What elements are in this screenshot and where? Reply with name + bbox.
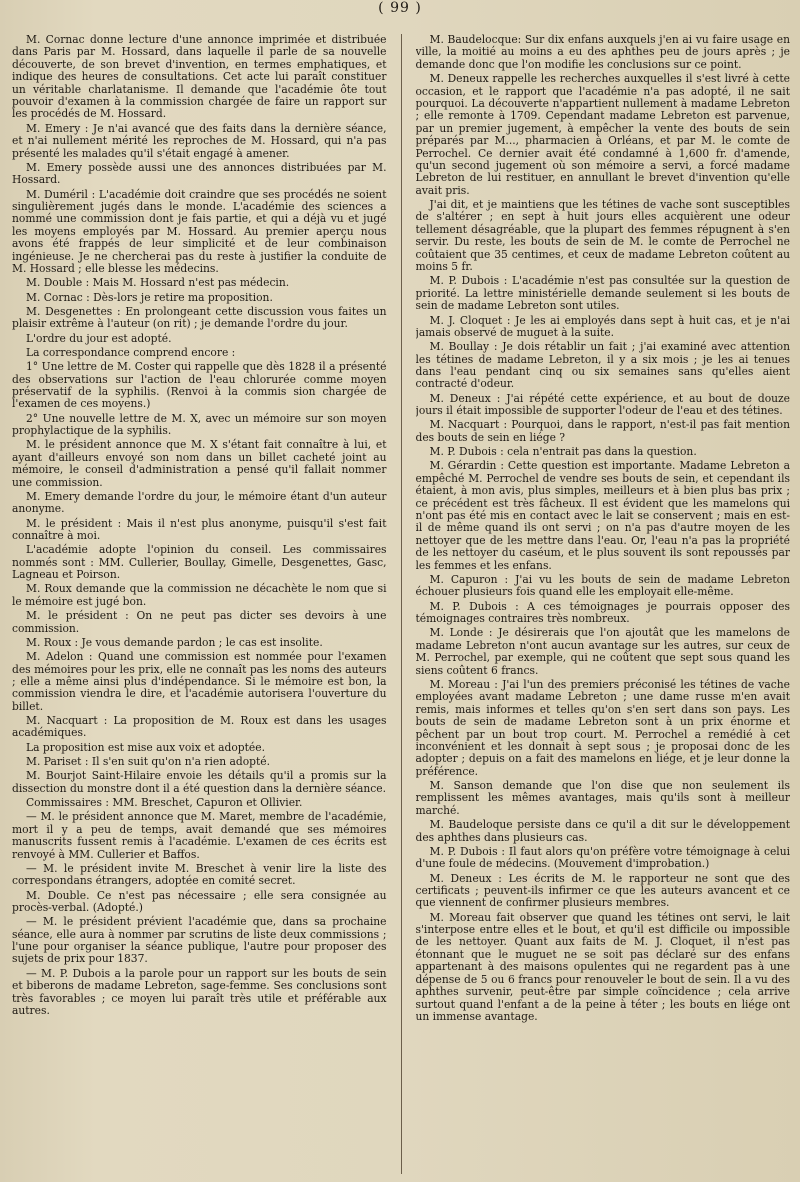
paragraph: M. P. Dubois : cela n'entrait pas dans la question.	[429, 445, 697, 459]
paragraph: M. Bourjot Saint-Hilaire envoie les détails qu'il a promis sur la dissection du monstre dont il a été question dans la dernière séance.	[12, 769, 387, 795]
paragraph: La correspondance comprend encore :	[26, 345, 236, 359]
paragraph: M. le président : Mais il n'est plus anonyme, puisqu'il s'est fait connaître à moi.	[12, 516, 387, 543]
right-column	[416, 34, 791, 1174]
paragraph: M. Nacquart : La proposition de M. Roux est dans les usages académiques.	[12, 714, 387, 740]
paragraph: — M. P. Dubois a la parole pour un rapport sur les bouts de sein et biberons de madame Lebreton, sage-femme. Ses conclusions sont très favorables ; ce moyen lui paraît très utile et préférable aux autres.	[12, 966, 387, 1017]
paragraph: — M. le président annonce que M. Maret, membre de l'académie, mort il y a peu de temps, avait demandé que ses mémoires manuscrits fussent remis à l'académie. L'examen de ces écrits est renvoyé à MM. Cullerier et Baffos.	[12, 810, 387, 861]
page-number: ( 99 )	[378, 0, 422, 16]
paragraph: M. Baudelocque: Sur dix enfans auxquels j'en ai vu faire usage en ville, la moitié au moins a eu des aphthes peu de jours après ; je demande donc que l'on modifie les conclusions sur ce point.	[415, 34, 790, 71]
paragraph: M. Roux : Je vous demande pardon ; le cas est insolite.	[26, 635, 323, 649]
paragraph: M. le président : On ne peut pas dicter ses devoirs à une commission.	[12, 609, 387, 635]
paragraph: M. Duméril : L'académie doit craindre que ses procédés ne soient singulièrement jugés dans le monde. L'académie des sciences a nommé une commission dont je fais partie, et qui a déjà vu et jugé les moyens employés par M. Hossard. Au premier aperçu nous avons été frappés de leur simplicité et de leur combinaison ingénieuse. Je ne chercherai pas du reste à justifier la conduite de M. Hossard ; elle blesse les médecins.	[12, 187, 387, 275]
paragraph: M. J. Cloquet : Je les ai employés dans sept à huit cas, et je n'ai jamais observé de muguet à la suite.	[415, 313, 790, 339]
paragraph: M. Double. Ce n'est pas nécessaire ; elle sera consignée au procès-verbal. (Adopté.)	[12, 888, 387, 914]
paragraph: M. Double : Mais M. Hossard n'est pas médecin.	[26, 276, 290, 290]
paragraph: M. P. Dubois : A ces témoignages je pourrais opposer des témoignages contraires très nombreux.	[415, 599, 790, 626]
paragraph: M. Baudeloque persiste dans ce qu'il a dit sur le développement des aphthes dans plusieurs cas.	[415, 818, 790, 844]
paragraph: M. Boullay : Je dois rétablir un fait ; j'ai examiné avec attention les tétines de madame Lebreton, il y a six mois ; je les ai tenues dans l'eau pendant cinq ou six semaines sans qu'elles aient contracté d'odeur.	[415, 340, 790, 391]
paragraph: M. Cornac donne lecture d'une annonce imprimée et distribuée dans Paris par M. Hossard, dans laquelle il parle de sa nouvelle découverte, de son brevet d'invention, en termes emphatiques, et indique des heures de consultations. Cet acte lui paraît constituer un véritable charlatanisme. Il demande que l'académie ôte tout pouvoir d'examen à la commission chargée de faire un rapport sur les procédés de M. Hossard.	[12, 34, 387, 121]
paragraph: M. P. Dubois : L'académie n'est pas consultée sur la question de priorité. La lettre ministérielle demande seulement si les bouts de sein de madame Lebreton sont utiles.	[415, 274, 790, 313]
paragraph: 2° Une nouvelle lettre de M. X, avec un mémoire sur son moyen prophylactique de la syphilis.	[12, 411, 387, 438]
paragraph: M. Deneux rappelle les recherches auxquelles il s'est livré à cette occasion, et le rapport que l'académie n'a pas adopté, il ne sait pourquoi. La découverte n'appartient nullement à madame Lebreton ; elle remonte à 1709. Cependant madame Lebreton est parvenue, par un premier jugement, à empêcher la vente des bouts de sein préparés par M..., pharmacien à Orléans, et par M. le comte de Perrochel. Ce dernier avait été condamné à 1,600 fr. d'amende, qu'un second jugement où son mémoire a servi, a forcé madame Lebreton de lui restituer, en annullant le brevet d'invention qu'elle avait pris.	[415, 72, 790, 197]
paragraph: M. Emery demande l'ordre du jour, le mémoire étant d'un auteur anonyme.	[12, 489, 387, 516]
paragraph: M. Londe : Je désirerais que l'on ajoutât que les mamelons de madame Lebreton n'ont aucun avantage sur les autres, sur ceux de M. Perrochel, par exemple, qui ne coûtent que sept sous quand les siens coûtent 6 francs.	[415, 626, 790, 677]
paragraph: M. Emery : Je n'ai avancé que des faits dans la dernière séance, et n'ai nullement mérité les reproches de M. Hossard, qui n'a pas présenté les malades qu'il s'était engagé à amener.	[12, 121, 387, 160]
text-columns	[12, 34, 790, 1174]
paragraph: M. Sanson demande que l'on dise que non seulement ils remplissent les mêmes avantages, mais qu'ils sont à meilleur marché.	[415, 779, 790, 817]
paragraph: M. Pariset : Il s'en suit qu'on n'a rien adopté.	[26, 755, 270, 769]
paragraph: M. Moreau : J'ai l'un des premiers préconisé les tétines de vache employées avant madame Lebreton ; une dame russe m'en avait remis, mais informes et telles qu'on s'en sert dans son pays. Les bouts de sein de madame Lebreton sont à un prix énorme et pêchent par un bout trop court. M. Perrochel a remédié à cet inconvénient et les donnait à sept sous ; je proposai donc de les adopter ; depuis on a fait des mamelons en liége, et je leur donne la préférence.	[415, 677, 790, 778]
paragraph: M. P. Dubois : Il faut alors qu'on préfère votre témoignage à celui d'une foule de médecins. (Mouvement d'improbation.)	[415, 844, 790, 871]
paragraph: M. Gérardin : Cette question est importante. Madame Lebreton a empêché M. Perrochel de vendre ses bouts de sein, et cependant ils étaient, à mon avis, plus simples, meilleurs et à bien plus bas prix ; ce précédent est très fâcheux. Il est évident que les mamelons qui n'ont pas été mis en contact avec le lait se conservent ; mais en est-il de même quand ils ont servi ; on n'a pas d'autre moyen de les nettoyer que de les mettre dans l'eau. Or, l'eau n'a pas la propriété de les nettoyer du caséum, et le plus souvent ils sont repoussés par les femmes et les enfans.	[415, 459, 790, 572]
paragraph: M. Capuron : J'ai vu les bouts de sein de madame Lebreton échouer plusieurs fois quand elle les employait elle-même.	[415, 572, 790, 599]
paragraph: M. le président annonce que M. X s'étant fait connaître à lui, et ayant d'ailleurs envoyé son nom dans un billet cacheté joint au mémoire, le conseil d'administration a pensé qu'il fallait nommer une commission.	[12, 438, 387, 489]
paragraph: M. Desgenettes : En prolongeant cette discussion vous faites un plaisir extrême à l'auteur (on rit) ; je demande l'ordre du jour.	[12, 304, 387, 331]
paragraph: M. Deneux : Les écrits de M. le rapporteur ne sont que des certificats ; peuvent-ils infirmer ce que les auteurs avancent et ce que viennent de confirmer plusieurs membres.	[415, 871, 790, 910]
paragraph: 1° Une lettre de M. Coster qui rappelle que dès 1828 il a présenté des observations sur l'action de l'eau chlorurée comme moyen préservatif de la syphilis. (Renvoi à la commis sion chargée de l'examen de ces moyens.)	[12, 360, 387, 411]
paragraph: L'ordre du jour est adopté.	[26, 331, 172, 345]
paragraph: Commissaires : MM. Breschet, Capuron et Ollivier.	[26, 796, 303, 810]
paragraph: — M. le président invite M. Breschet à venir lire la liste des correspondans étrangers, adoptée en comité secret.	[12, 861, 387, 888]
paragraph: M. Cornac : Dès-lors je retire ma proposition.	[26, 290, 273, 304]
paragraph: L'académie adopte l'opinion du conseil. Les commissaires nommés sont : MM. Cullerier, Boullay, Gimelle, Desgenettes, Gasc, Lagneau et Poirson.	[12, 543, 387, 582]
left-column	[12, 34, 387, 1174]
paragraph: La proposition est mise aux voix et adoptée.	[26, 740, 265, 754]
paragraph: M. Deneux : J'ai répété cette expérience, et au bout de douze jours il était impossible de supporter l'odeur de l'eau et des tétines.	[415, 391, 790, 418]
paragraph: M. Adelon : Quand une commission est nommée pour l'examen des mémoires pour les prix, elle ne connaît pas les noms des auteurs ; elle a même ainsi plus d'indépendance. Si le mémoire est bon, la commission viendra le dire, et l'académie autorisera l'ouverture du billet.	[12, 650, 387, 713]
paragraph: M. Emery possède aussi une des annonces distribuées par M. Hossard.	[12, 160, 387, 187]
column-divider	[401, 34, 402, 1174]
paragraph: M. Nacquart : Pourquoi, dans le rapport, n'est-il pas fait mention des bouts de sein en liége ?	[415, 418, 790, 444]
paragraph: J'ai dit, et je maintiens que les tétines de vache sont susceptibles de s'altérer ; en sept à huit jours elles acquièrent une odeur tellement désagréable, que la plupart des femmes répugnent à s'en servir. Du reste, les bouts de sein de M. le comte de Perrochel ne coûtaient que 35 centimes, et ceux de madame Lebreton coûtent au moins 5 fr.	[415, 198, 790, 274]
paragraph: — M. le président prévient l'académie que, dans sa prochaine séance, elle aura à nommer par scrutins de liste deux commissions ; l'une pour organiser la séance publique, l'autre pour proposer des sujets de prix pour 1837.	[12, 915, 387, 966]
paragraph: M. Roux demande que la commission ne décachète le nom que si le mémoire est jugé bon.	[12, 582, 387, 608]
paragraph: M. Moreau fait observer que quand les tétines ont servi, le lait s'interpose entre elles et le bout, et qu'il est difficile ou impossible de les nettoyer. Quant aux faits de M. J. Cloquet, il n'est pas étonnant que le muguet ne se soit pas déclaré sur des enfans appartenant à des maisons opulentes qui ne regardent pas à une dépense de 5 ou 6 francs pour renouveler le bout de sein. Il a vu des aphthes survenir, peut-être par simple coïncidence ; cela arrive surtout quand l'enfant a de la peine à téter ; les bouts en liége ont un immense avantage.	[415, 910, 790, 1023]
